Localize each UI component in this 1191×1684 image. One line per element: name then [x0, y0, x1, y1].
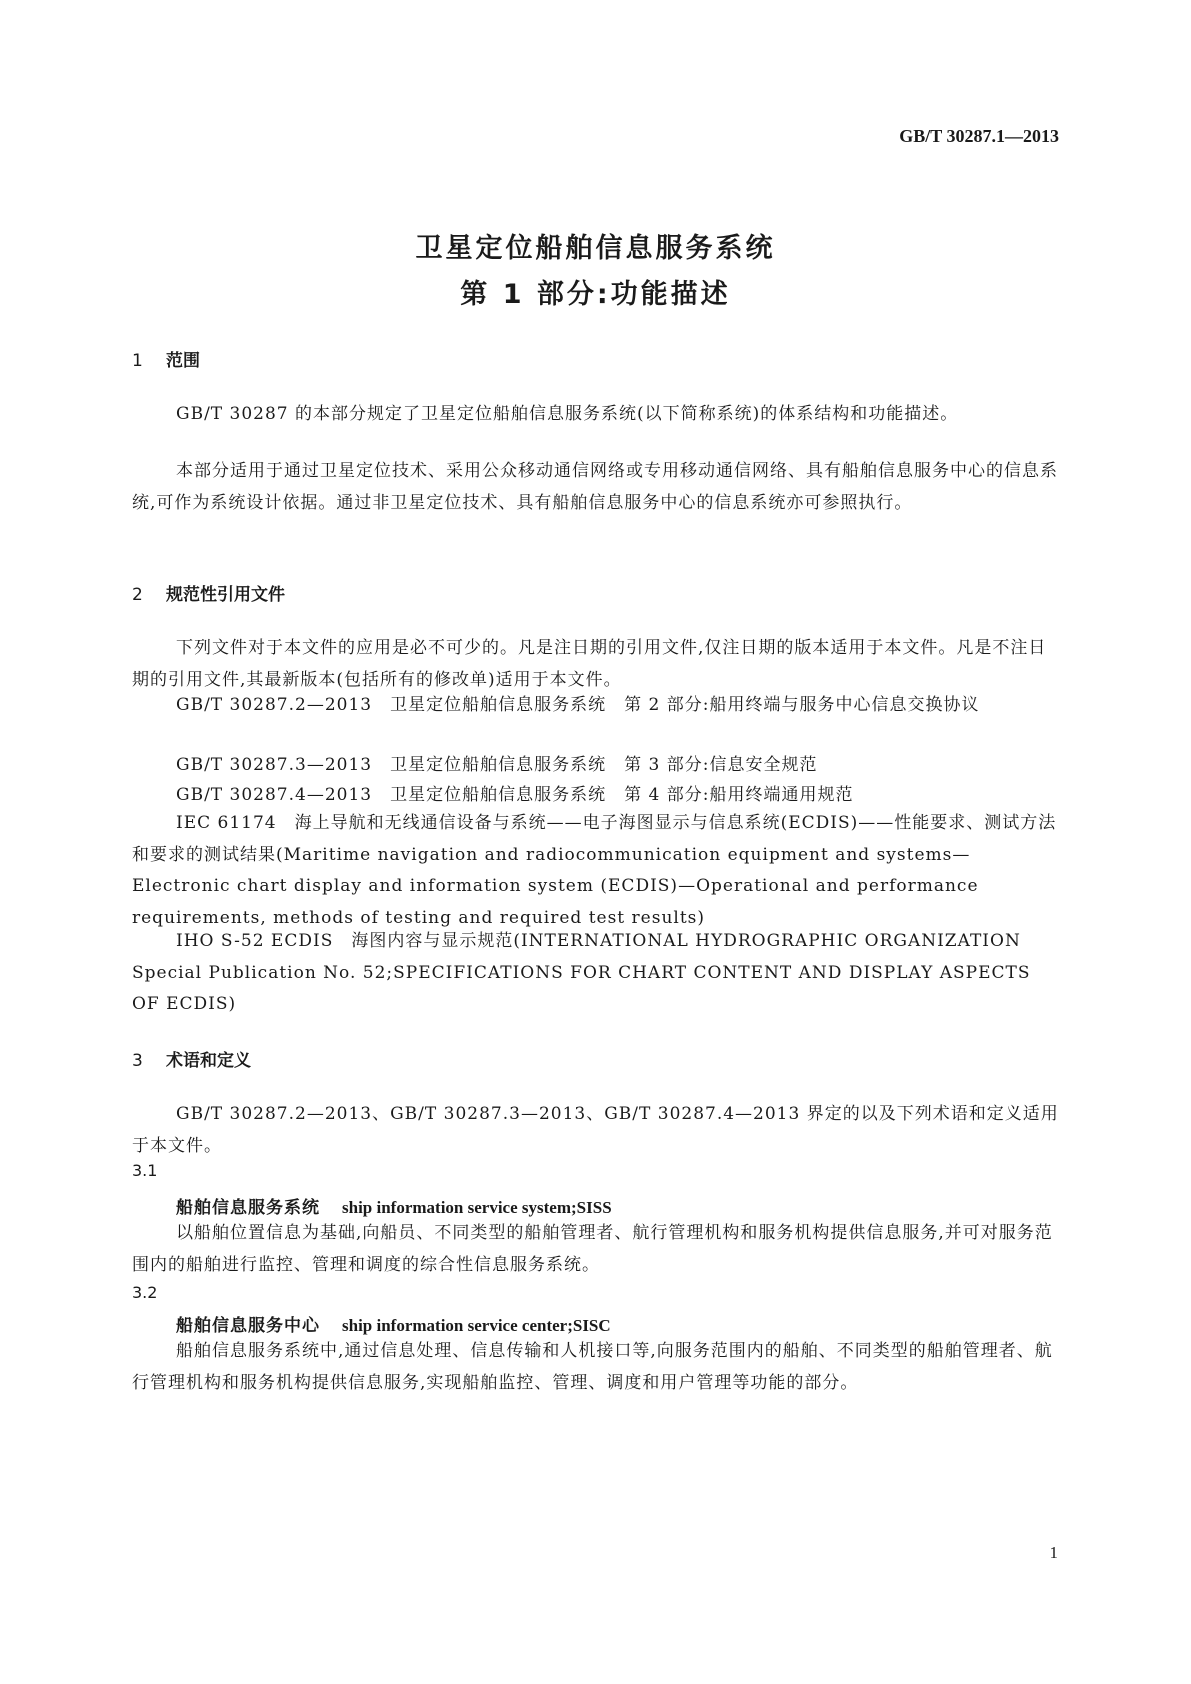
section-heading-normative-references [132, 580, 285, 605]
term-heading [176, 1311, 611, 1336]
paragraph-terms-intro: GB/T 30287.2—2013、GB/T 30287.3—2013、GB/T 30287.4—2013 界定的以及下列术语和定义适用于本文件。 [132, 1104, 1059, 1156]
clause-number: 3.1 [132, 1161, 158, 1180]
section-number: 3 [132, 1051, 143, 1071]
document-subtitle: 第 1 部分:功能描述 [460, 279, 731, 310]
paragraph-refs-intro: 下列文件对于本文件的应用是必不可少的。凡是注日期的引用文件,仅注日期的版本适用于本文件。凡是不注日期的引用文件,其最新版本(包括所有的修改单)适用于本文件。 [132, 638, 1047, 690]
section-title: 规范性引用文件 [166, 585, 285, 605]
term-chinese: 船舶信息服务系统 [176, 1198, 320, 1218]
term-definition: 以船舶位置信息为基础,向船员、不同类型的船舶管理者、航行管理机构和服务机构提供信息服务,并可对服务范围内的船舶进行监控、管理和调度的综合性信息服务系统。 [132, 1223, 1053, 1275]
term-english: ship information service system;SISS [342, 1198, 612, 1217]
page-number: 1 [1049, 1543, 1058, 1562]
section-number: 1 [132, 351, 143, 371]
document-title: 卫星定位船舶信息服务系统 [415, 233, 776, 264]
term-chinese: 船舶信息服务中心 [176, 1316, 320, 1336]
clause-number: 3.2 [132, 1283, 158, 1302]
section-title: 范围 [166, 351, 200, 371]
term-english: ship information service center;SISC [342, 1316, 611, 1335]
reference-item: GB/T 30287.2—2013 卫星定位船舶信息服务系统 第 2 部分:船用终端与服务中心信息交换协议 [176, 695, 980, 715]
term-definition: 船舶信息服务系统中,通过信息处理、信息传输和人机接口等,向服务范围内的船舶、不同类型的船舶管理者、航行管理机构和服务机构提供信息服务,实现船舶监控、管理、调度和用户管理等功能的部分。 [132, 1341, 1053, 1393]
section-title: 术语和定义 [166, 1051, 251, 1071]
section-heading-terms [132, 1046, 251, 1071]
reference-item: IHO S-52 ECDIS 海图内容与显示规范(INTERNATIONAL HYDROGRAPHIC ORGANIZATION Special Publication No. 52;SPECIFICATIONS FOR CHART CONTENT AND DISPLAY ASPECTS OF ECDIS) [132, 931, 1031, 1014]
paragraph-scope-1: GB/T 30287 的本部分规定了卫星定位船舶信息服务系统(以下简称系统)的体系结构和功能描述。 [176, 404, 959, 424]
section-heading-scope [132, 346, 200, 371]
reference-item: IEC 61174 海上导航和无线通信设备与系统——电子海图显示与信息系统(ECDIS)——性能要求、测试方法和要求的测试结果(Maritime navigation and radiocommunication equipment and systems—Electronic chart display and information system (ECDIS)—Operational and performance requirements, methods of testing and required test results) [132, 813, 1057, 928]
paragraph-scope-2: 本部分适用于通过卫星定位技术、采用公众移动通信网络或专用移动通信网络、具有船舶信息服务中心的信息系统,可作为系统设计依据。通过非卫星定位技术、具有船舶信息服务中心的信息系统亦可参照执行。 [132, 461, 1058, 513]
term-heading [176, 1193, 612, 1218]
reference-item: GB/T 30287.3—2013 卫星定位船舶信息服务系统 第 3 部分:信息安全规范 [176, 755, 818, 775]
reference-item: GB/T 30287.4—2013 卫星定位船舶信息服务系统 第 4 部分:船用终端通用规范 [176, 785, 854, 805]
section-number: 2 [132, 585, 143, 605]
standard-code: GB/T 30287.1—2013 [899, 126, 1059, 146]
